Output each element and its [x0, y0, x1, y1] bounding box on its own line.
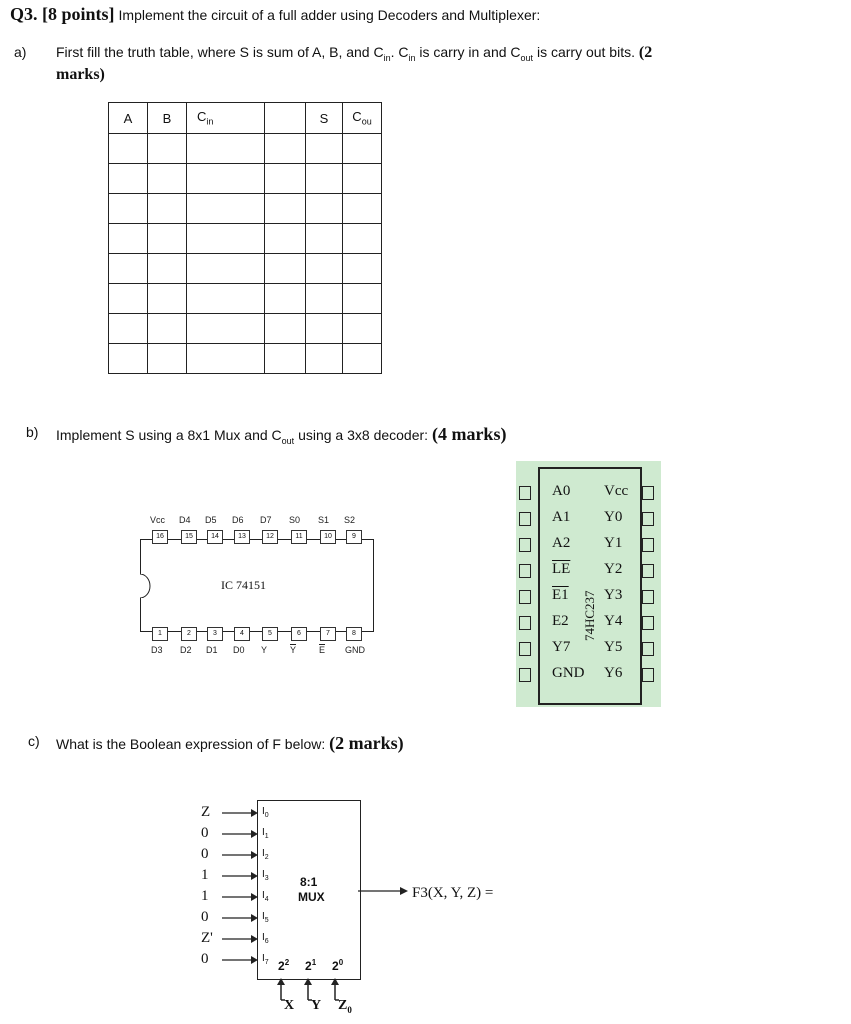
ic-top-pin-label: D5: [205, 515, 217, 525]
decoder-right-label: Y1: [604, 535, 623, 551]
table-cell[interactable]: [187, 224, 265, 254]
decoder-right-label: Y0: [604, 509, 623, 525]
table-row: [109, 284, 382, 314]
decoder-left-label: E1: [552, 587, 569, 603]
ic-top-pin-label: S2: [344, 515, 356, 525]
mux-name-ratio: 8:1: [300, 875, 318, 889]
decoder-right-label: Y6: [604, 665, 623, 681]
mux-input-arrow: [220, 955, 258, 965]
decoder-left-label: Y7: [552, 639, 571, 655]
table-cell[interactable]: [148, 284, 187, 314]
ic-bottom-pin: 5: [262, 627, 278, 641]
ic-bottom-pin: 3: [207, 627, 223, 641]
table-cell[interactable]: [265, 224, 306, 254]
mux-input-value: 0: [201, 825, 209, 841]
ic-top-pin-label: D6: [232, 515, 244, 525]
table-cell[interactable]: [187, 254, 265, 284]
chip-notch: [140, 574, 152, 598]
question-title: [10, 4, 540, 25]
table-cell[interactable]: [148, 344, 187, 374]
mux-select-weight: $2^1$: [305, 958, 317, 973]
header-cout: $C_{ou}$: [343, 103, 382, 134]
ic-top-pin: 16: [152, 530, 168, 544]
decoder-right-pin: [642, 668, 654, 682]
decoder-74hc237: [516, 461, 661, 707]
part-b-label: b): [26, 424, 39, 440]
ic-top-pin: 15: [181, 530, 197, 544]
table-cell[interactable]: [148, 314, 187, 344]
ic-bottom-pin-label: Y: [261, 645, 268, 655]
table-cell[interactable]: [343, 284, 382, 314]
ic-top-pin-label: S1: [318, 515, 330, 525]
mux-input-value: Z: [201, 804, 211, 820]
decoder-right-pin: [642, 564, 654, 578]
decoder-right-label: Vcc: [604, 483, 629, 499]
mux-output-arrow: [358, 884, 408, 898]
table-row: [109, 134, 382, 164]
table-cell[interactable]: [109, 344, 148, 374]
table-cell[interactable]: [109, 284, 148, 314]
table-cell[interactable]: [306, 224, 343, 254]
ic-top-pin: 10: [320, 530, 336, 544]
table-cell[interactable]: [109, 194, 148, 224]
mux-input-port: $I_7$: [262, 953, 269, 966]
table-cell[interactable]: [109, 164, 148, 194]
table-cell[interactable]: [343, 224, 382, 254]
table-cell[interactable]: [148, 164, 187, 194]
table-cell[interactable]: [343, 164, 382, 194]
decoder-left-pin: [519, 512, 531, 526]
table-cell[interactable]: [187, 344, 265, 374]
mux-input-port: $I_2$: [262, 848, 269, 861]
table-row: [109, 224, 382, 254]
table-row: [109, 344, 382, 374]
header-s: S: [306, 103, 343, 134]
mux-select-variable: Y: [311, 998, 322, 1013]
decoder-right-pin: [642, 590, 654, 604]
decoder-right-label: Y4: [604, 613, 623, 629]
mux-input-arrow: [220, 871, 258, 881]
table-cell[interactable]: [265, 344, 306, 374]
part-a-label: a): [14, 44, 27, 60]
mux-input-value: 0: [201, 846, 209, 862]
header-b: B: [148, 103, 187, 134]
mux-input-arrow: [220, 850, 258, 860]
question-title-text: Implement the circuit of a full adder using Decoders and Multiplexer:: [118, 7, 541, 23]
header-blank: [265, 103, 306, 134]
decoder-right-label: Y3: [604, 587, 623, 603]
mux-input-value: Z': [201, 930, 213, 946]
mux-name: MUX: [298, 890, 325, 904]
ic-top-pin: 12: [262, 530, 278, 544]
table-cell[interactable]: [109, 314, 148, 344]
decoder-left-pin: [519, 642, 531, 656]
table-cell[interactable]: [187, 164, 265, 194]
mux-input-value: 0: [201, 909, 209, 925]
decoder-right-pin: [642, 512, 654, 526]
table-cell[interactable]: [265, 194, 306, 224]
mux-input-value: 1: [201, 888, 209, 904]
decoder-left-label: E2: [552, 613, 569, 629]
table-row: [109, 194, 382, 224]
table-cell[interactable]: [187, 194, 265, 224]
truth-table: [108, 102, 382, 374]
ic-top-pin: 14: [207, 530, 223, 544]
header-a: A: [109, 103, 148, 134]
ic-74151-body: [140, 539, 374, 632]
table-cell[interactable]: [148, 134, 187, 164]
decoder-left-label: GND: [552, 665, 585, 681]
ic-bottom-pin: 1: [152, 627, 168, 641]
decoder-right-label: Y2: [604, 561, 623, 577]
table-cell[interactable]: [265, 254, 306, 284]
part-b-text: Implement S using a 8x1 Mux and $C_{out}$ using a 3x8 decoder: (4 marks): [56, 424, 507, 446]
table-row: [109, 314, 382, 344]
decoder-left-pin: [519, 668, 531, 682]
decoder-left-label: A2: [552, 535, 571, 551]
decoder-left-label: A1: [552, 509, 571, 525]
table-cell[interactable]: [187, 314, 265, 344]
decoder-left-pin: [519, 486, 531, 500]
decoder-left-pin: [519, 564, 531, 578]
decoder-right-pin: [642, 616, 654, 630]
ic-top-pin-label: D4: [179, 515, 191, 525]
mux-input-arrow: [220, 808, 258, 818]
ic-bottom-pin-label: $\overline{E}$: [319, 645, 326, 655]
ic-bottom-pin-label: D3: [151, 645, 163, 655]
part-c-label: c): [28, 733, 40, 749]
table-cell[interactable]: [109, 134, 148, 164]
table-cell[interactable]: [109, 224, 148, 254]
ic-bottom-pin-label: D0: [233, 645, 245, 655]
decoder-right-label: Y5: [604, 639, 623, 655]
decoder-right-pin: [642, 538, 654, 552]
ic-top-pin-label: D7: [260, 515, 272, 525]
ic-top-pin: 11: [291, 530, 307, 544]
table-cell[interactable]: [343, 134, 382, 164]
table-cell[interactable]: [343, 254, 382, 284]
mux-input-arrow: [220, 892, 258, 902]
table-cell[interactable]: [343, 194, 382, 224]
question-number: Q3. [8 points]: [10, 4, 115, 24]
table-cell[interactable]: [109, 254, 148, 284]
decoder-left-pin: [519, 538, 531, 552]
table-cell[interactable]: [343, 344, 382, 374]
truth-table-header: [109, 103, 382, 134]
decoder-left-label: $\overline{LE}$: [552, 561, 571, 577]
ic-top-pin-label: S0: [289, 515, 301, 525]
mux-input-port: $I_3$: [262, 869, 269, 882]
ic-bottom-pin: 7: [320, 627, 336, 641]
table-cell[interactable]: [306, 344, 343, 374]
mux-input-port: $I_1$: [262, 827, 269, 840]
table-cell[interactable]: [265, 284, 306, 314]
part-c-text: What is the Boolean expression of F below: (2 marks): [56, 733, 404, 753]
header-cin: $C_{in}$: [187, 103, 265, 134]
mux-select-variable: $Z_0$: [338, 998, 352, 1015]
table-cell[interactable]: [306, 254, 343, 284]
table-cell[interactable]: [343, 314, 382, 344]
mux-input-port: $I_6$: [262, 932, 269, 945]
table-cell[interactable]: [265, 134, 306, 164]
ic-top-pin: 9: [346, 530, 362, 544]
ic-bottom-pin-label: GND: [345, 645, 365, 655]
table-cell[interactable]: [148, 254, 187, 284]
part-a-marks: marks): [56, 66, 105, 83]
mux-output-expression: F3(X, Y, Z) =: [412, 885, 494, 901]
table-cell[interactable]: [306, 314, 343, 344]
decoder-right-pin: [642, 486, 654, 500]
ic-bottom-pin: 8: [346, 627, 362, 641]
ic-bottom-pin: 2: [181, 627, 197, 641]
mux-select-weight: $2^0$: [332, 958, 344, 973]
ic-top-pin: 13: [234, 530, 250, 544]
decoder-left-pin: [519, 616, 531, 630]
ic-74151-name: IC 74151: [221, 578, 266, 592]
table-cell[interactable]: [306, 164, 343, 194]
mux-input-value: 1: [201, 867, 209, 883]
table-cell[interactable]: [148, 224, 187, 254]
table-cell[interactable]: [306, 134, 343, 164]
mux-input-port: $I_0$: [262, 806, 269, 819]
table-cell[interactable]: [187, 134, 265, 164]
table-row: [109, 164, 382, 194]
ic-top-pin-label: Vcc: [150, 515, 166, 525]
ic-bottom-pin: 4: [234, 627, 250, 641]
mux-input-arrow: [220, 913, 258, 923]
decoder-right-pin: [642, 642, 654, 656]
mux-8to1-body: [257, 800, 361, 980]
table-cell[interactable]: [148, 194, 187, 224]
decoder-left-pin: [519, 590, 531, 604]
table-cell[interactable]: [265, 164, 306, 194]
mux-select-variable: X: [284, 998, 295, 1013]
decoder-left-label: A0: [552, 483, 571, 499]
table-cell[interactable]: [265, 314, 306, 344]
ic-bottom-pin-label: D2: [180, 645, 192, 655]
mux-select-weight: $2^2$: [278, 958, 290, 973]
ic-bottom-pin-label: $\overline{Y}$: [290, 645, 297, 655]
table-cell[interactable]: [187, 284, 265, 314]
table-cell[interactable]: [306, 284, 343, 314]
mux-input-port: $I_5$: [262, 911, 269, 924]
ic-bottom-pin-label: D1: [206, 645, 218, 655]
mux-input-arrow: [220, 934, 258, 944]
part-a-text: First fill the truth table, where S is sum of A, B, and $C_{in}$. $C_{in}$ is carry in and $C_{out}$ is carry out bits. (2: [56, 44, 653, 63]
ic-bottom-pin: 6: [291, 627, 307, 641]
decoder-name: 74HC237: [582, 590, 597, 641]
table-cell[interactable]: [306, 194, 343, 224]
table-row: [109, 254, 382, 284]
mux-input-arrow: [220, 829, 258, 839]
mux-input-port: $I_4$: [262, 890, 269, 903]
mux-input-value: 0: [201, 951, 209, 967]
